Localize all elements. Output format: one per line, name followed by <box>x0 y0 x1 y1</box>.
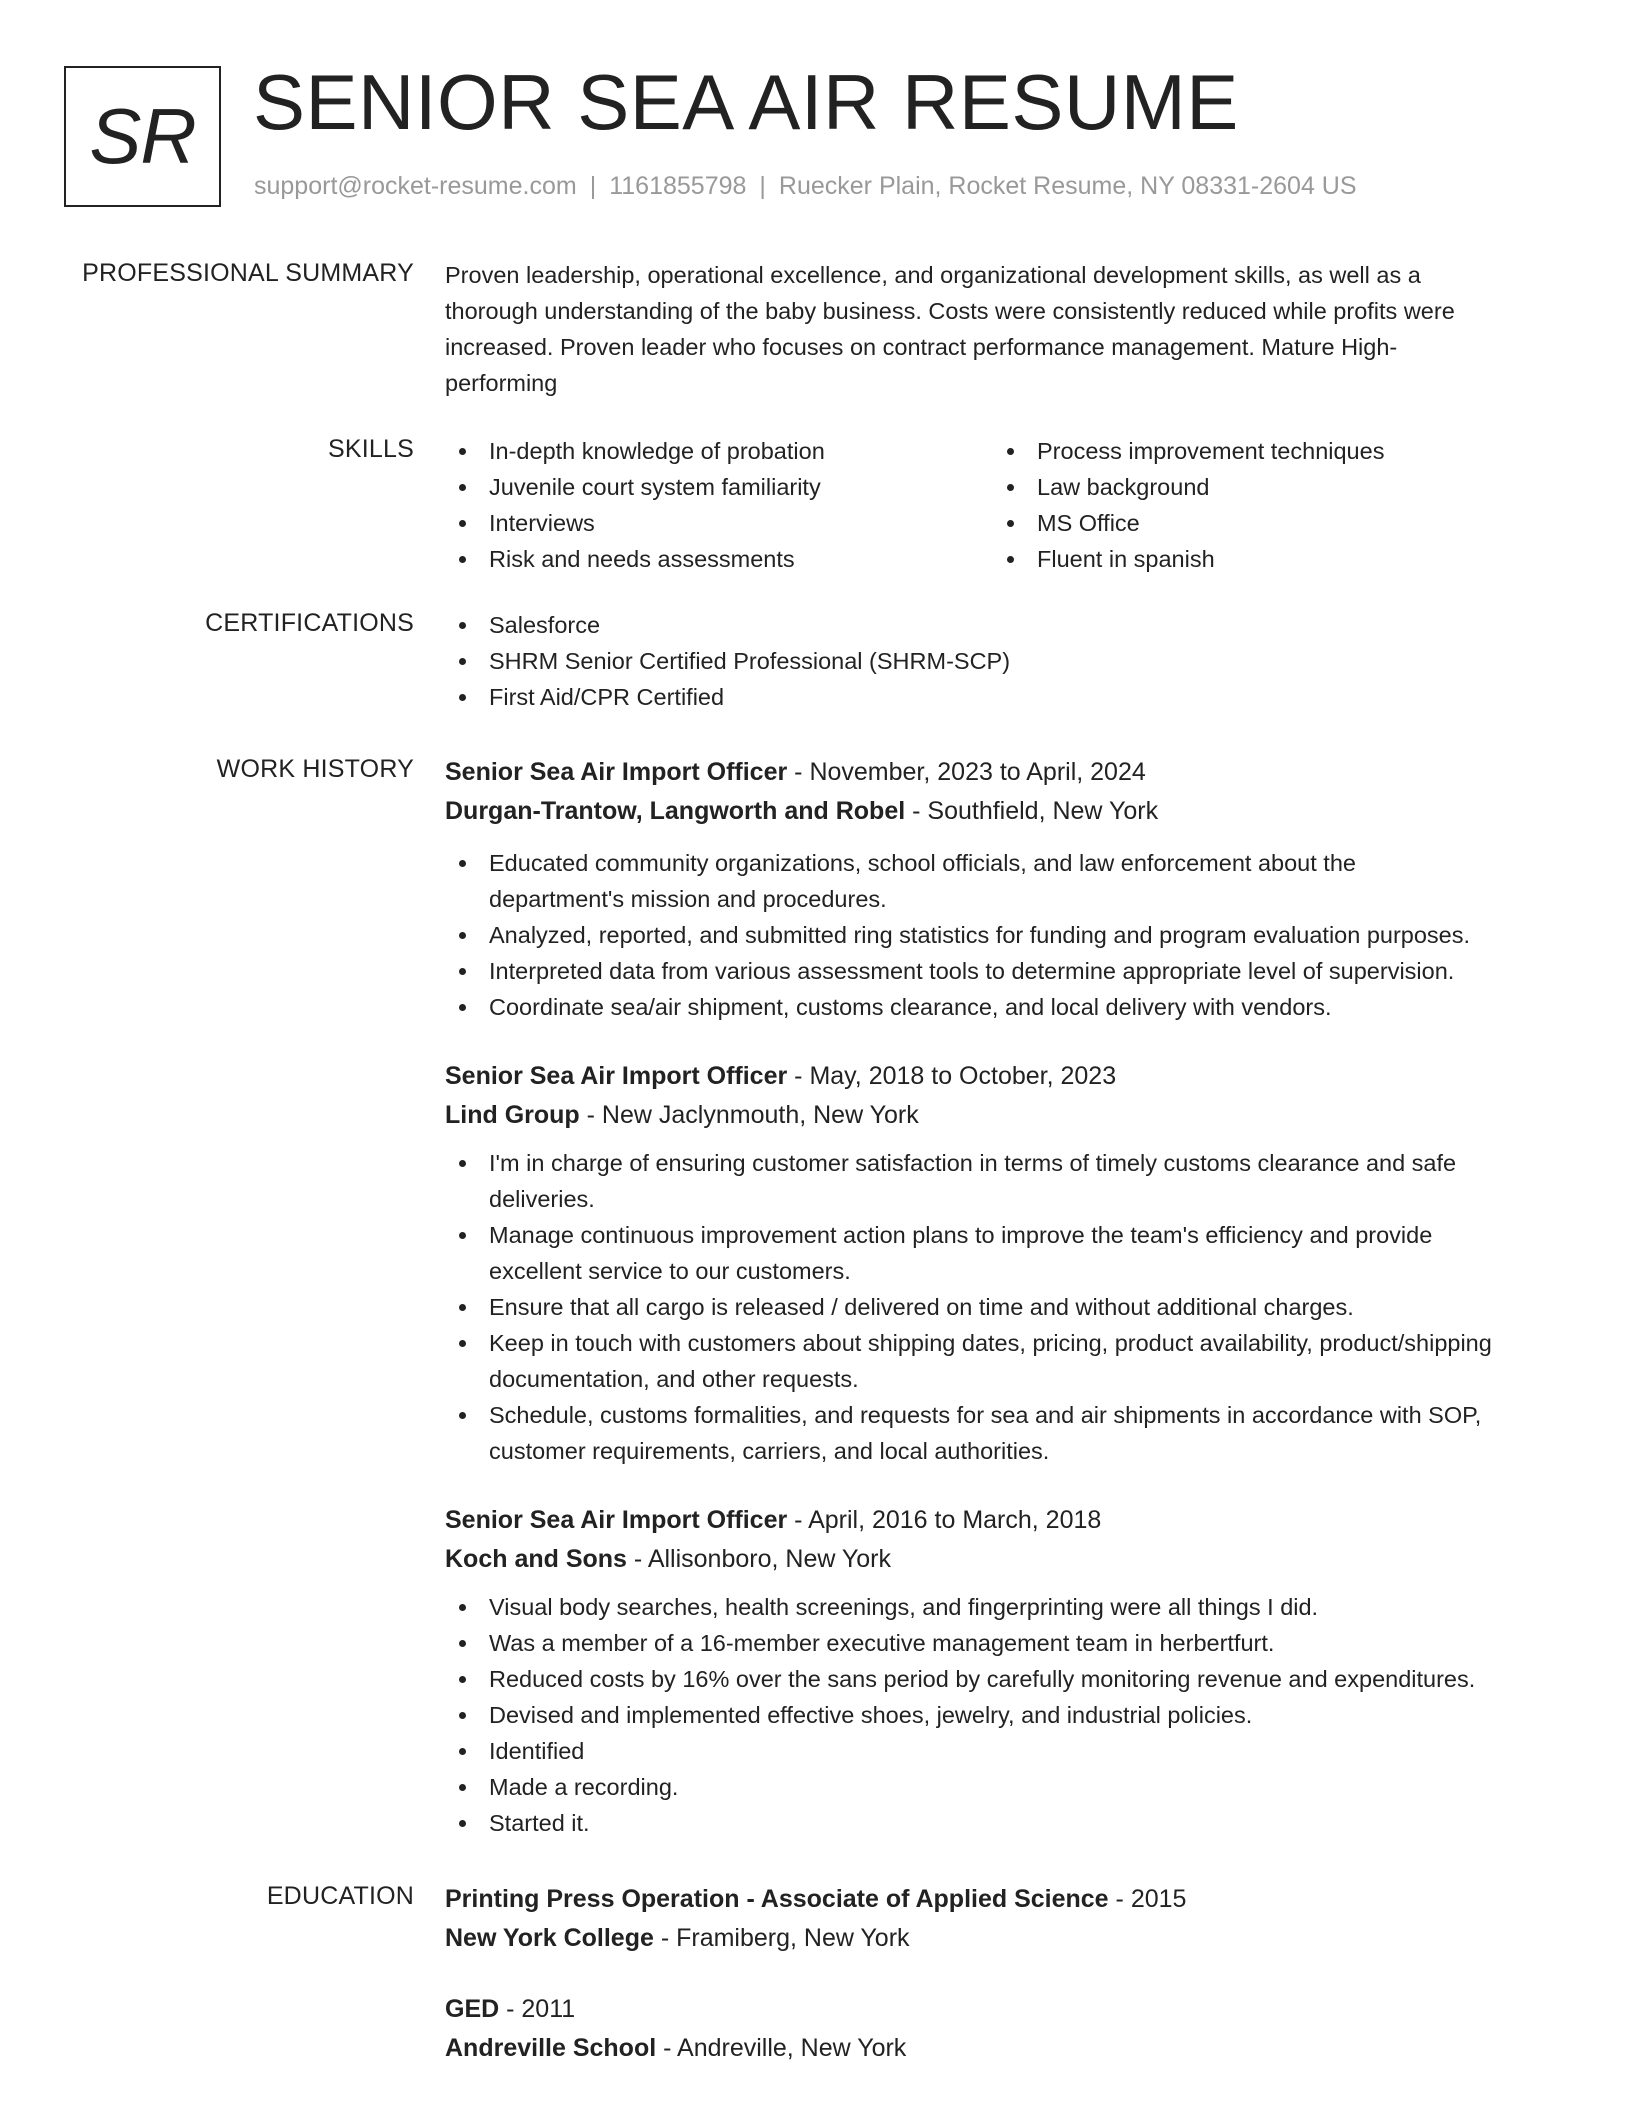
certification-item: First Aid/CPR Certified <box>445 679 1565 715</box>
job-title: Senior Sea Air Import Officer <box>445 1062 788 1090</box>
job-entry <box>445 1501 1565 1841</box>
job-bullet: Made a recording. <box>445 1769 1565 1805</box>
education-location: Framiberg, New York <box>676 1924 910 1952</box>
summary-text <box>445 257 1565 401</box>
job-bullet-line: deliveries. <box>489 1186 595 1212</box>
job-bullet: Ensure that all cargo is released / delivered on time and without additional charges. <box>445 1289 1565 1325</box>
education-degree: GED <box>445 1995 500 2023</box>
job-dash: - <box>787 758 810 786</box>
monogram-initials: SR <box>89 92 196 180</box>
job-dates: November, 2023 to April, 2024 <box>809 758 1146 786</box>
education-degree: Printing Press Operation - Associate of Applied Science <box>445 1885 1109 1913</box>
job-bullet: Reduced costs by 16% over the sans period by carefully monitoring revenue and expenditures. <box>445 1661 1565 1697</box>
skill-item: Interviews <box>445 505 993 541</box>
job-bullet-line: Manage continuous improvement action plans to improve the team's efficiency and provide <box>489 1222 1433 1248</box>
education-year: 2015 <box>1130 1885 1187 1913</box>
job-dash: - <box>905 797 928 825</box>
work-history-label: WORK HISTORY <box>216 755 414 783</box>
job-company: Koch and Sons <box>445 1545 627 1573</box>
education-dash: - <box>1108 1885 1131 1913</box>
summary-line: Proven leadership, operational excellence, and organizational development skills, as well as a <box>445 262 1421 288</box>
education-dash: - <box>653 1924 677 1952</box>
job-company-line <box>445 792 1565 831</box>
summary-line: increased. Proven leader who focuses on contract performance management. Mature High- <box>445 334 1398 360</box>
job-dash: - <box>579 1101 602 1129</box>
skill-item: Process improvement techniques <box>993 433 1541 469</box>
job-dash: - <box>787 1062 810 1090</box>
job-bullet-line: customer requirements, carriers, and local authorities. <box>489 1438 1050 1464</box>
education-year: 2011 <box>521 1995 576 2023</box>
job-bullet: Devised and implemented effective shoes, jewelry, and industrial policies. <box>445 1697 1565 1733</box>
job-bullet-line: documentation, and other requests. <box>489 1366 859 1392</box>
job-bullet <box>445 1145 1565 1217</box>
job-bullets <box>445 1145 1565 1469</box>
job-bullet-line: department's mission and procedures. <box>489 886 887 912</box>
job-title-line <box>445 1057 1565 1096</box>
education-entry <box>445 1880 1565 1958</box>
job-dash: - <box>626 1545 648 1573</box>
certifications-body <box>445 607 1565 715</box>
certification-item: Salesforce <box>445 607 1565 643</box>
skill-item: Juvenile court system familiarity <box>445 469 993 505</box>
job-dash: - <box>787 1506 809 1534</box>
job-company: Lind Group <box>445 1101 580 1129</box>
job-company-line <box>445 1540 1565 1579</box>
job-bullets <box>445 1589 1565 1841</box>
skill-item: Fluent in spanish <box>993 541 1541 577</box>
job-bullet: Started it. <box>445 1805 1565 1841</box>
job-bullet-line: Schedule, customs formalities, and requests for sea and air shipments in accordance with SOP, <box>489 1402 1482 1428</box>
job-bullet <box>445 845 1565 917</box>
job-title-line <box>445 1501 1565 1540</box>
contact-line <box>254 172 1357 201</box>
summary-line: performing <box>445 370 558 396</box>
job-dates: April, 2016 to March, 2018 <box>808 1506 1102 1534</box>
certification-item: SHRM Senior Certified Professional (SHRM-SCP) <box>445 643 1565 679</box>
education-dash: - <box>656 2034 678 2062</box>
work-history-body <box>445 753 1565 1841</box>
job-bullets <box>445 845 1565 1025</box>
job-bullet <box>445 1325 1565 1397</box>
job-title: Senior Sea Air Import Officer <box>445 1506 788 1534</box>
job-company: Durgan-Trantow, Langworth and Robel <box>445 797 906 825</box>
skills-grid <box>445 433 1565 577</box>
education-school: New York College <box>445 1924 654 1952</box>
education-school: Andreville School <box>445 2034 657 2062</box>
education-entry <box>445 1990 1565 2068</box>
education-degree-line <box>445 1880 1565 1919</box>
skills-column-1 <box>445 433 993 577</box>
certifications-label: CERTIFICATIONS <box>205 609 414 637</box>
contact-separator: | <box>589 172 597 200</box>
education-school-line <box>445 2029 1565 2068</box>
education-dash: - <box>499 1995 522 2023</box>
resume-name: SENIOR SEA AIR RESUME <box>253 58 1239 146</box>
job-bullet: Visual body searches, health screenings, and fingerprinting were all things I did. <box>445 1589 1565 1625</box>
contact-email[interactable]: support@rocket-resume.com <box>254 172 577 200</box>
education-location: Andreville, New York <box>677 2034 907 2062</box>
education-label: EDUCATION <box>266 1882 414 1910</box>
job-bullet <box>445 1397 1565 1469</box>
skills-column-2 <box>993 433 1541 577</box>
job-bullet: Was a member of a 16-member executive management team in herbertfurt. <box>445 1625 1565 1661</box>
job-bullet: Analyzed, reported, and submitted ring statistics for funding and program evaluation purposes. <box>445 917 1565 953</box>
job-title-line <box>445 753 1565 792</box>
job-bullet-line: Educated community organizations, school officials, and law enforcement about the <box>489 850 1356 876</box>
job-dates: May, 2018 to October, 2023 <box>809 1062 1117 1090</box>
skill-item: MS Office <box>993 505 1541 541</box>
summary-line: thorough understanding of the baby business. Costs were consistently reduced while profits were <box>445 298 1455 324</box>
job-company-line <box>445 1096 1565 1135</box>
education-degree-line <box>445 1990 1565 2029</box>
contact-address: Ruecker Plain, Rocket Resume, NY 08331-2604 US <box>778 172 1357 200</box>
contact-separator: | <box>759 172 766 200</box>
job-bullet: Interpreted data from various assessment tools to determine appropriate level of supervision. <box>445 953 1565 989</box>
summary-label: PROFESSIONAL SUMMARY <box>82 259 414 287</box>
job-bullet: Coordinate sea/air shipment, customs clearance, and local delivery with vendors. <box>445 989 1565 1025</box>
skills-label: SKILLS <box>328 435 414 463</box>
job-bullet <box>445 1217 1565 1289</box>
skill-item: Law background <box>993 469 1541 505</box>
monogram-box <box>64 66 221 207</box>
job-location: New Jaclynmouth, New York <box>601 1101 919 1129</box>
education-school-line <box>445 1919 1565 1958</box>
job-location: Allisonboro, New York <box>647 1545 892 1573</box>
certifications-list <box>445 607 1565 715</box>
job-bullet-line: I'm in charge of ensuring customer satisfaction in terms of timely customs clearance and safe <box>489 1150 1457 1176</box>
job-bullet-line: excellent service to our customers. <box>489 1258 851 1284</box>
education-body <box>445 1880 1565 2068</box>
skill-item: Risk and needs assessments <box>445 541 993 577</box>
skill-item: In-depth knowledge of probation <box>445 433 993 469</box>
job-bullet-line: Keep in touch with customers about shipping dates, pricing, product availability, product/shipping <box>489 1330 1492 1356</box>
job-title: Senior Sea Air Import Officer <box>445 758 788 786</box>
contact-phone[interactable]: 1161855798 <box>609 172 747 200</box>
skills-body <box>445 433 1565 577</box>
job-entry <box>445 753 1565 1025</box>
job-entry <box>445 1057 1565 1469</box>
job-bullet: Identified <box>445 1733 1565 1769</box>
job-location: Southfield, New York <box>927 797 1159 825</box>
